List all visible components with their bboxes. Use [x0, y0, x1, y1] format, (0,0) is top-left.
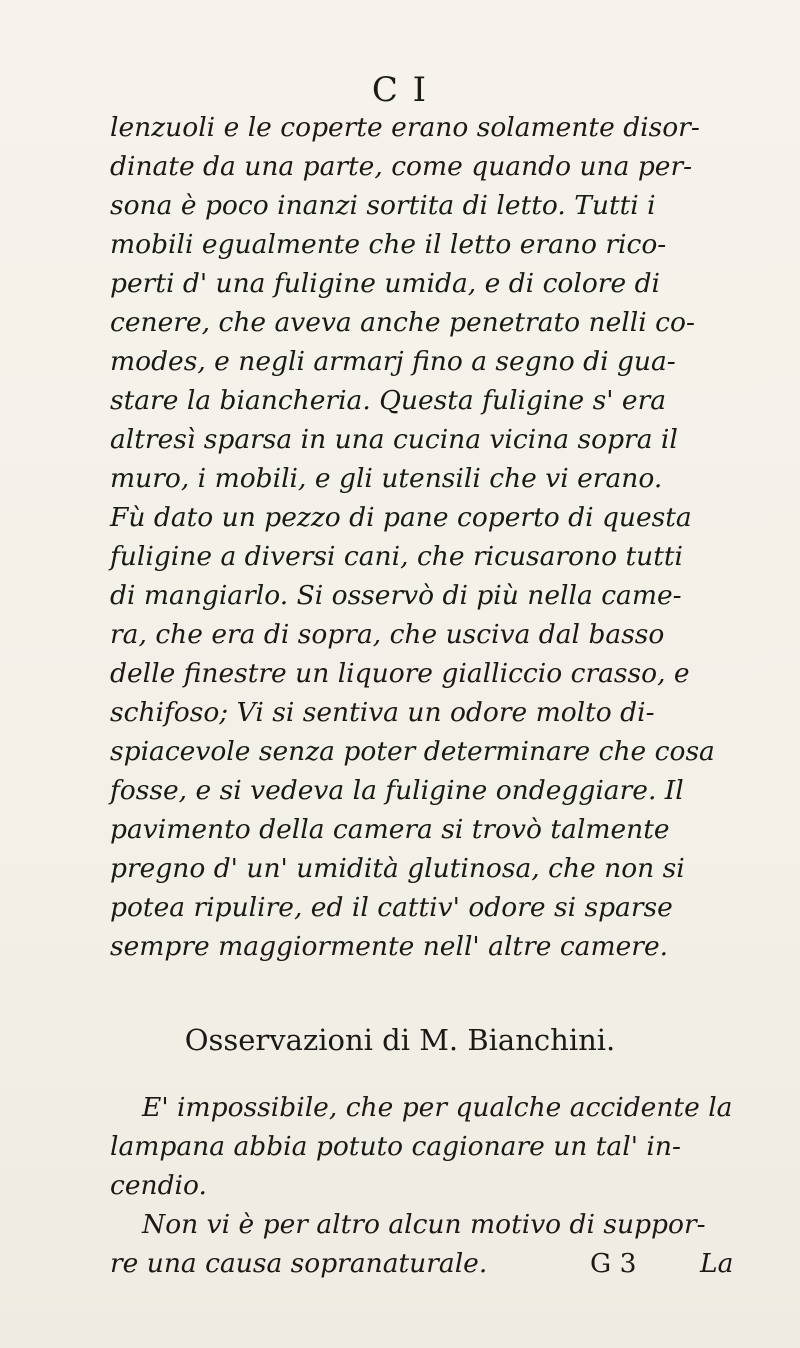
page-number: C I — [371, 70, 429, 110]
text-line: re una causa sopranaturale. — [110, 1248, 488, 1279]
section-heading: Osservazioni di M. Bianchini. — [184, 1023, 616, 1057]
text-line: cenere, che aveva anche penetrato nelli co- — [110, 307, 695, 338]
signature-mark: G 3 — [590, 1248, 637, 1279]
text-line: pavimento della camera si trovò talmente — [110, 814, 670, 845]
text-line: fosse, e si vedeva la fuligine ondeggiare. Il — [110, 775, 684, 806]
text-line: sempre maggiormente nell' altre camere. — [110, 931, 669, 962]
text-line: muro, i mobili, e gli utensili che vi erano. — [110, 463, 663, 494]
text-line: dinate da una parte, come quando una per- — [110, 151, 693, 182]
text-line: pregno d' un' umidità glutinosa, che non si — [110, 853, 685, 884]
text-line: lampana abbia potuto cagionare un tal' in- — [110, 1131, 681, 1162]
text-line: mobili egualmente che il letto erano rico- — [110, 229, 667, 260]
text-line: Non vi è per altro alcun motivo di suppor- — [142, 1209, 706, 1240]
observations-text — [110, 1088, 750, 1283]
text-line: potea ripulire, ed il cattiv' odore si sparse — [110, 892, 673, 923]
main-paragraph — [110, 108, 750, 966]
text-line: di mangiarlo. Si osservò di più nella came- — [110, 580, 682, 611]
text-line: delle finestre un liquore gialliccio crasso, e — [110, 658, 690, 689]
text-line: Fù dato un pezzo di pane coperto di questa — [110, 502, 692, 533]
text-line: schifoso; Vi si sentiva un odore molto di- — [110, 697, 655, 728]
text-line: ra, che era di sopra, che usciva dal basso — [110, 619, 665, 650]
text-line: stare la biancheria. Questa fuligine s' era — [110, 385, 667, 416]
text-line-with-signature — [110, 1244, 750, 1283]
text-line: fuligine a diversi cani, che ricusarono tutti — [110, 541, 683, 572]
text-line: cendio. — [110, 1170, 207, 1201]
text-line: perti d' una fuligine umida, e di colore di — [110, 268, 661, 299]
text-line: sona è poco inanzi sortita di letto. Tutti i — [110, 190, 656, 221]
text-line: lenzuoli e le coperte erano solamente disor- — [110, 112, 700, 143]
text-line: E' impossibile, che per qualche accidente la — [142, 1092, 733, 1123]
text-line: modes, e negli armarj fino a segno di gua- — [110, 346, 676, 377]
text-line: altresì sparsa in una cucina vicina sopra il — [110, 424, 678, 455]
catchword: La — [700, 1248, 734, 1279]
text-line: spiacevole senza poter determinare che cosa — [110, 736, 715, 767]
